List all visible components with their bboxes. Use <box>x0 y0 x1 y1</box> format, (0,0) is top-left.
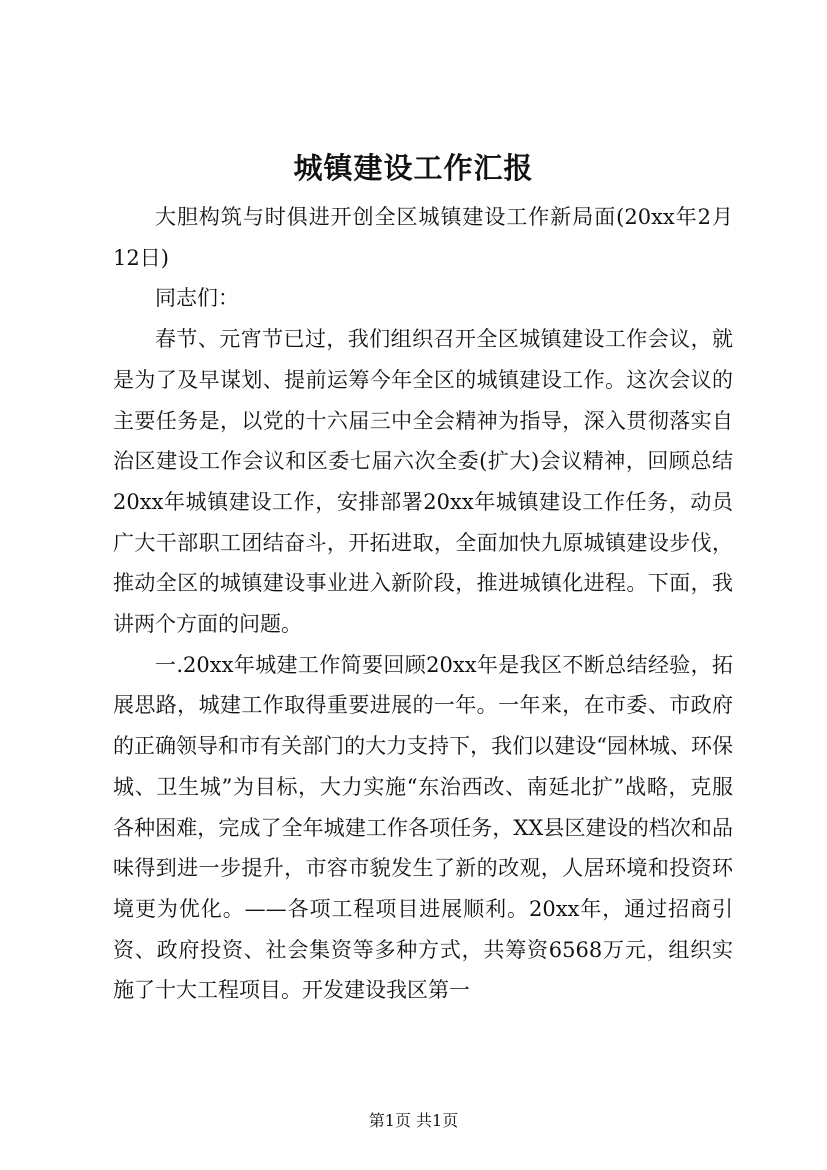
body-paragraph-review: 一.20xx年城建工作简要回顾20xx年是我区不断总结经验，拓展思路，城建工作取得重要进展的一年。一年来，在市委、市政府的正确领导和市有关部门的大力支持下，我们以建设“园林城、环保城、卫生城”为目标，大力实施“东治西改、南延北扩”战略，克服各种困难，完成了全年城建工作各项任务，XX县区建设的档次和品味得到进一步提升，市容市貌发生了新的改观，人居环境和投资环境更为优化。——各项工程项目进展顺利。20xx年，通过招商引资、政府投资、社会集资等多种方式，共筹资6568万元，组织实施了十大工程项目。开发建设我区第一 <box>113 652 733 1003</box>
document-title: 城镇建设工作汇报 <box>293 151 534 185</box>
body-paragraph-salutation: 同志们： <box>155 286 239 311</box>
page-footer: 第1页 共1页 <box>368 1111 459 1130</box>
document-body <box>113 197 733 1011</box>
body-paragraph-introduction: 春节、元宵节已过，我们组织召开全区城镇建设工作会议，就是为了及早谋划、提前运筹今年全区的城镇建设工作。这次会议的主要任务是，以党的十六届三中全会精神为指导，深入贯彻落实自治区建设工作会议和区委七届六次全委(扩大)会议精神，回顾总结20xx年城镇建设工作，安排部署20xx年城镇建设工作任务，动员广大干部职工团结奋斗，开拓进取，全面加快九原城镇建设步伐，推动全区的城镇建设事业进入新阶段，推进城镇化进程。下面，我讲两个方面的问题。 <box>113 327 733 637</box>
body-paragraph-subtitle: 大胆构筑与时俱进开创全区城镇建设工作新局面(20xx年2月12日) <box>113 205 733 270</box>
